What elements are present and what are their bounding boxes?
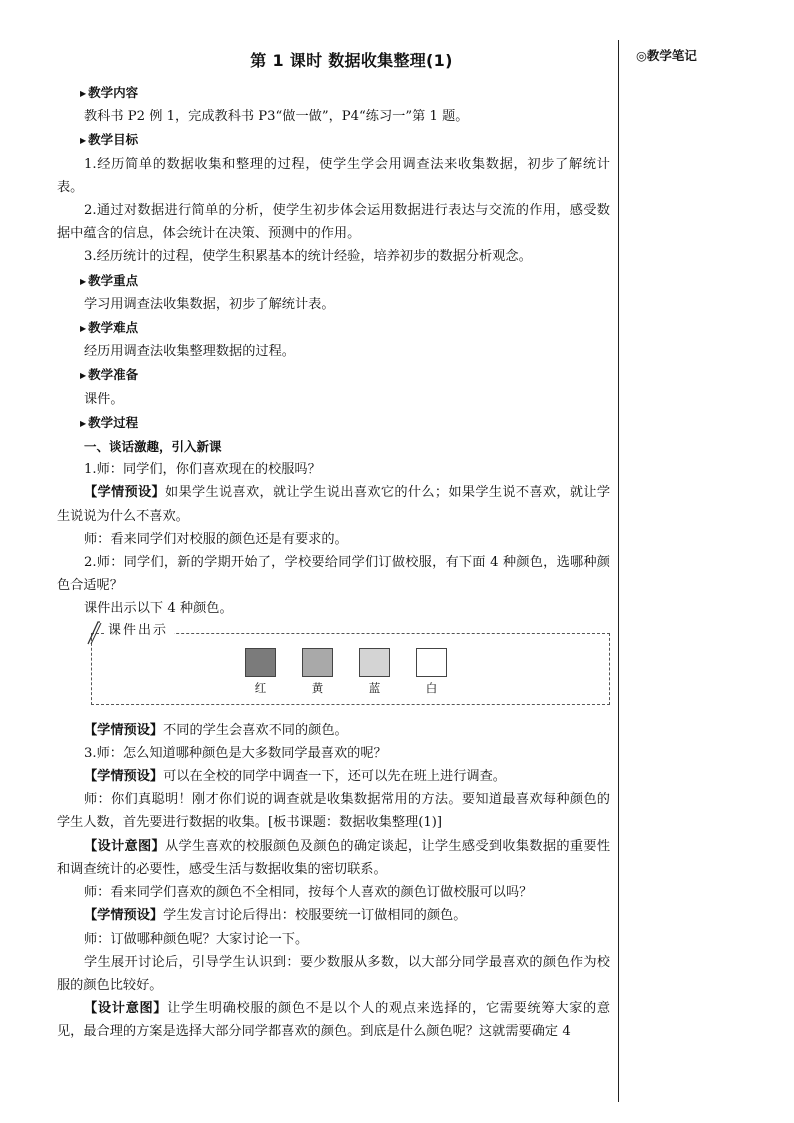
section-heading-key-points: ▶ 教学重点 bbox=[80, 272, 139, 288]
content-text: 教科书 P2 例 1，完成教科书 P3“做一做”，P4“练习一”第 1 题。 bbox=[84, 109, 469, 125]
goal-item-2: 2.通过对数据进行简单的分析，使学生初步体会运用数据进行表达与交流的作用，感受数据中蕴含的信息，体会统计在决策、预测中的作用。 bbox=[57, 203, 610, 242]
section-heading-goals: ▶ 教学目标 bbox=[80, 132, 139, 148]
paragraph: 【设计意图】让学生明确校服的颜色不是以个人的观点来选择的，它需要统筹大家的意见，最合理的方案是选择大部分同学都喜欢的颜色。到底是什么颜色呢？这就需要确定 4 bbox=[57, 1001, 611, 1040]
triangle-bullet-icon: ▶ bbox=[80, 136, 87, 146]
paragraph: 课件出示以下 4 种颜色。 bbox=[84, 601, 233, 617]
section-heading-difficulties: ▶ 教学难点 bbox=[80, 320, 139, 336]
design-intent-tag: 【设计意图】 bbox=[84, 838, 165, 854]
preset-tag: 【学情预设】 bbox=[84, 485, 165, 501]
paragraph: 3.师：怎么知道哪种颜色是大多数同学最喜欢的呢？ bbox=[84, 745, 387, 761]
paragraph: 【学情预设】不同的学生会喜欢不同的颜色。 bbox=[84, 722, 348, 738]
section-heading-preparation: ▶ 教学准备 bbox=[80, 367, 139, 383]
paragraph: 师：看来同学们喜欢的颜色不全相同，按每个人喜欢的颜色订做校服可以吗？ bbox=[84, 885, 533, 901]
goal-item-3: 3.经历统计的过程，使学生积累基本的统计经验，培养初步的数据分析观念。 bbox=[84, 249, 532, 265]
color-swatch bbox=[416, 648, 447, 677]
goal-item-1: 1.经历简单的数据收集和整理的过程，使学生学会用调查法来收集数据，初步了解统计表。 bbox=[57, 156, 610, 195]
paragraph: 【设计意图】从学生喜欢的校服颜色及颜色的确定谈起，让学生感受到收集数据的重要性和调查统计的必要性，感受生活与数据收集的密切联系。 bbox=[57, 838, 611, 877]
preset-tag: 【学情预设】 bbox=[84, 908, 164, 924]
paragraph: 【学情预设】学生发言讨论后得出：校服要统一订做相同的颜色。 bbox=[84, 908, 467, 924]
lesson-plan-body bbox=[57, 44, 610, 1044]
swatch-blue bbox=[359, 648, 416, 696]
difficulties-text: 经历用调查法收集整理数据的过程。 bbox=[84, 344, 295, 360]
section-heading-process: ▶ 教学过程 bbox=[80, 414, 139, 430]
swatch-label: 白 bbox=[425, 680, 438, 695]
key-points-text: 学习用调查法收集数据，初步了解统计表。 bbox=[84, 296, 335, 312]
swatch-yellow bbox=[302, 648, 359, 696]
triangle-bullet-icon: ▶ bbox=[80, 371, 87, 381]
lesson-title: 第 1 课时 数据收集整理(1) bbox=[250, 51, 453, 70]
courseware-label: 课件出示 bbox=[104, 621, 174, 641]
design-intent-tag: 【设计意图】 bbox=[84, 1001, 168, 1017]
preset-tag: 【学情预设】 bbox=[84, 722, 164, 738]
swatch-red bbox=[245, 648, 302, 696]
triangle-bullet-icon: ▶ bbox=[80, 89, 87, 98]
paragraph: 【学情预设】如果学生说喜欢，就让学生说出喜欢它的什么；如果学生说不喜欢，就让学生说说为什么不喜欢。 bbox=[57, 485, 611, 524]
section-heading-content: ▶ 教学内容 bbox=[80, 85, 139, 100]
preset-tag: 【学情预设】 bbox=[84, 769, 164, 785]
color-swatch bbox=[245, 648, 276, 677]
paragraph: 学生展开讨论后，引导学生认识到：要少数服从多数，以大部分同学最喜欢的颜色作为校服的颜色比较好。 bbox=[57, 954, 610, 993]
paragraph: 2.师：同学们，新的学期开始了，学校要给同学们订做校服，有下面 4 种颜色，选哪种颜色合适呢？ bbox=[57, 555, 610, 594]
triangle-bullet-icon: ▶ bbox=[80, 324, 87, 334]
preparation-text: 课件。 bbox=[84, 391, 124, 407]
swatch-label: 蓝 bbox=[368, 680, 381, 695]
paragraph: 师：订做哪种颜色呢？大家讨论一下。 bbox=[84, 931, 309, 947]
paragraph: 1.师：同学们，你们喜欢现在的校服吗？ bbox=[84, 462, 321, 478]
courseware-box bbox=[91, 622, 610, 705]
swatch-white bbox=[416, 648, 473, 696]
paragraph: 【学情预设】可以在全校的同学中调查一下，还可以先在班上进行调查。 bbox=[84, 769, 506, 785]
process-subheading: 一、谈话激趣，引入新课 bbox=[84, 439, 222, 455]
color-swatch bbox=[359, 648, 390, 677]
paragraph: 师：看来同学们对校服的颜色还是有要求的。 bbox=[84, 531, 348, 547]
swatch-label: 红 bbox=[254, 680, 267, 695]
color-swatch bbox=[302, 648, 333, 677]
color-swatch-row bbox=[245, 648, 473, 696]
notes-column-title: ◎教学笔记 bbox=[636, 48, 697, 63]
paragraph: 师：你们真聪明！刚才你们说的调查就是收集数据常用的方法。要知道最喜欢每种颜色的学生人数，首先要进行数据的收集。[板书课题：数据收集整理(1)] bbox=[57, 792, 610, 831]
column-divider bbox=[618, 40, 619, 1102]
triangle-bullet-icon: ▶ bbox=[80, 418, 87, 428]
triangle-bullet-icon: ▶ bbox=[80, 276, 87, 286]
swatch-label: 黄 bbox=[311, 680, 324, 695]
